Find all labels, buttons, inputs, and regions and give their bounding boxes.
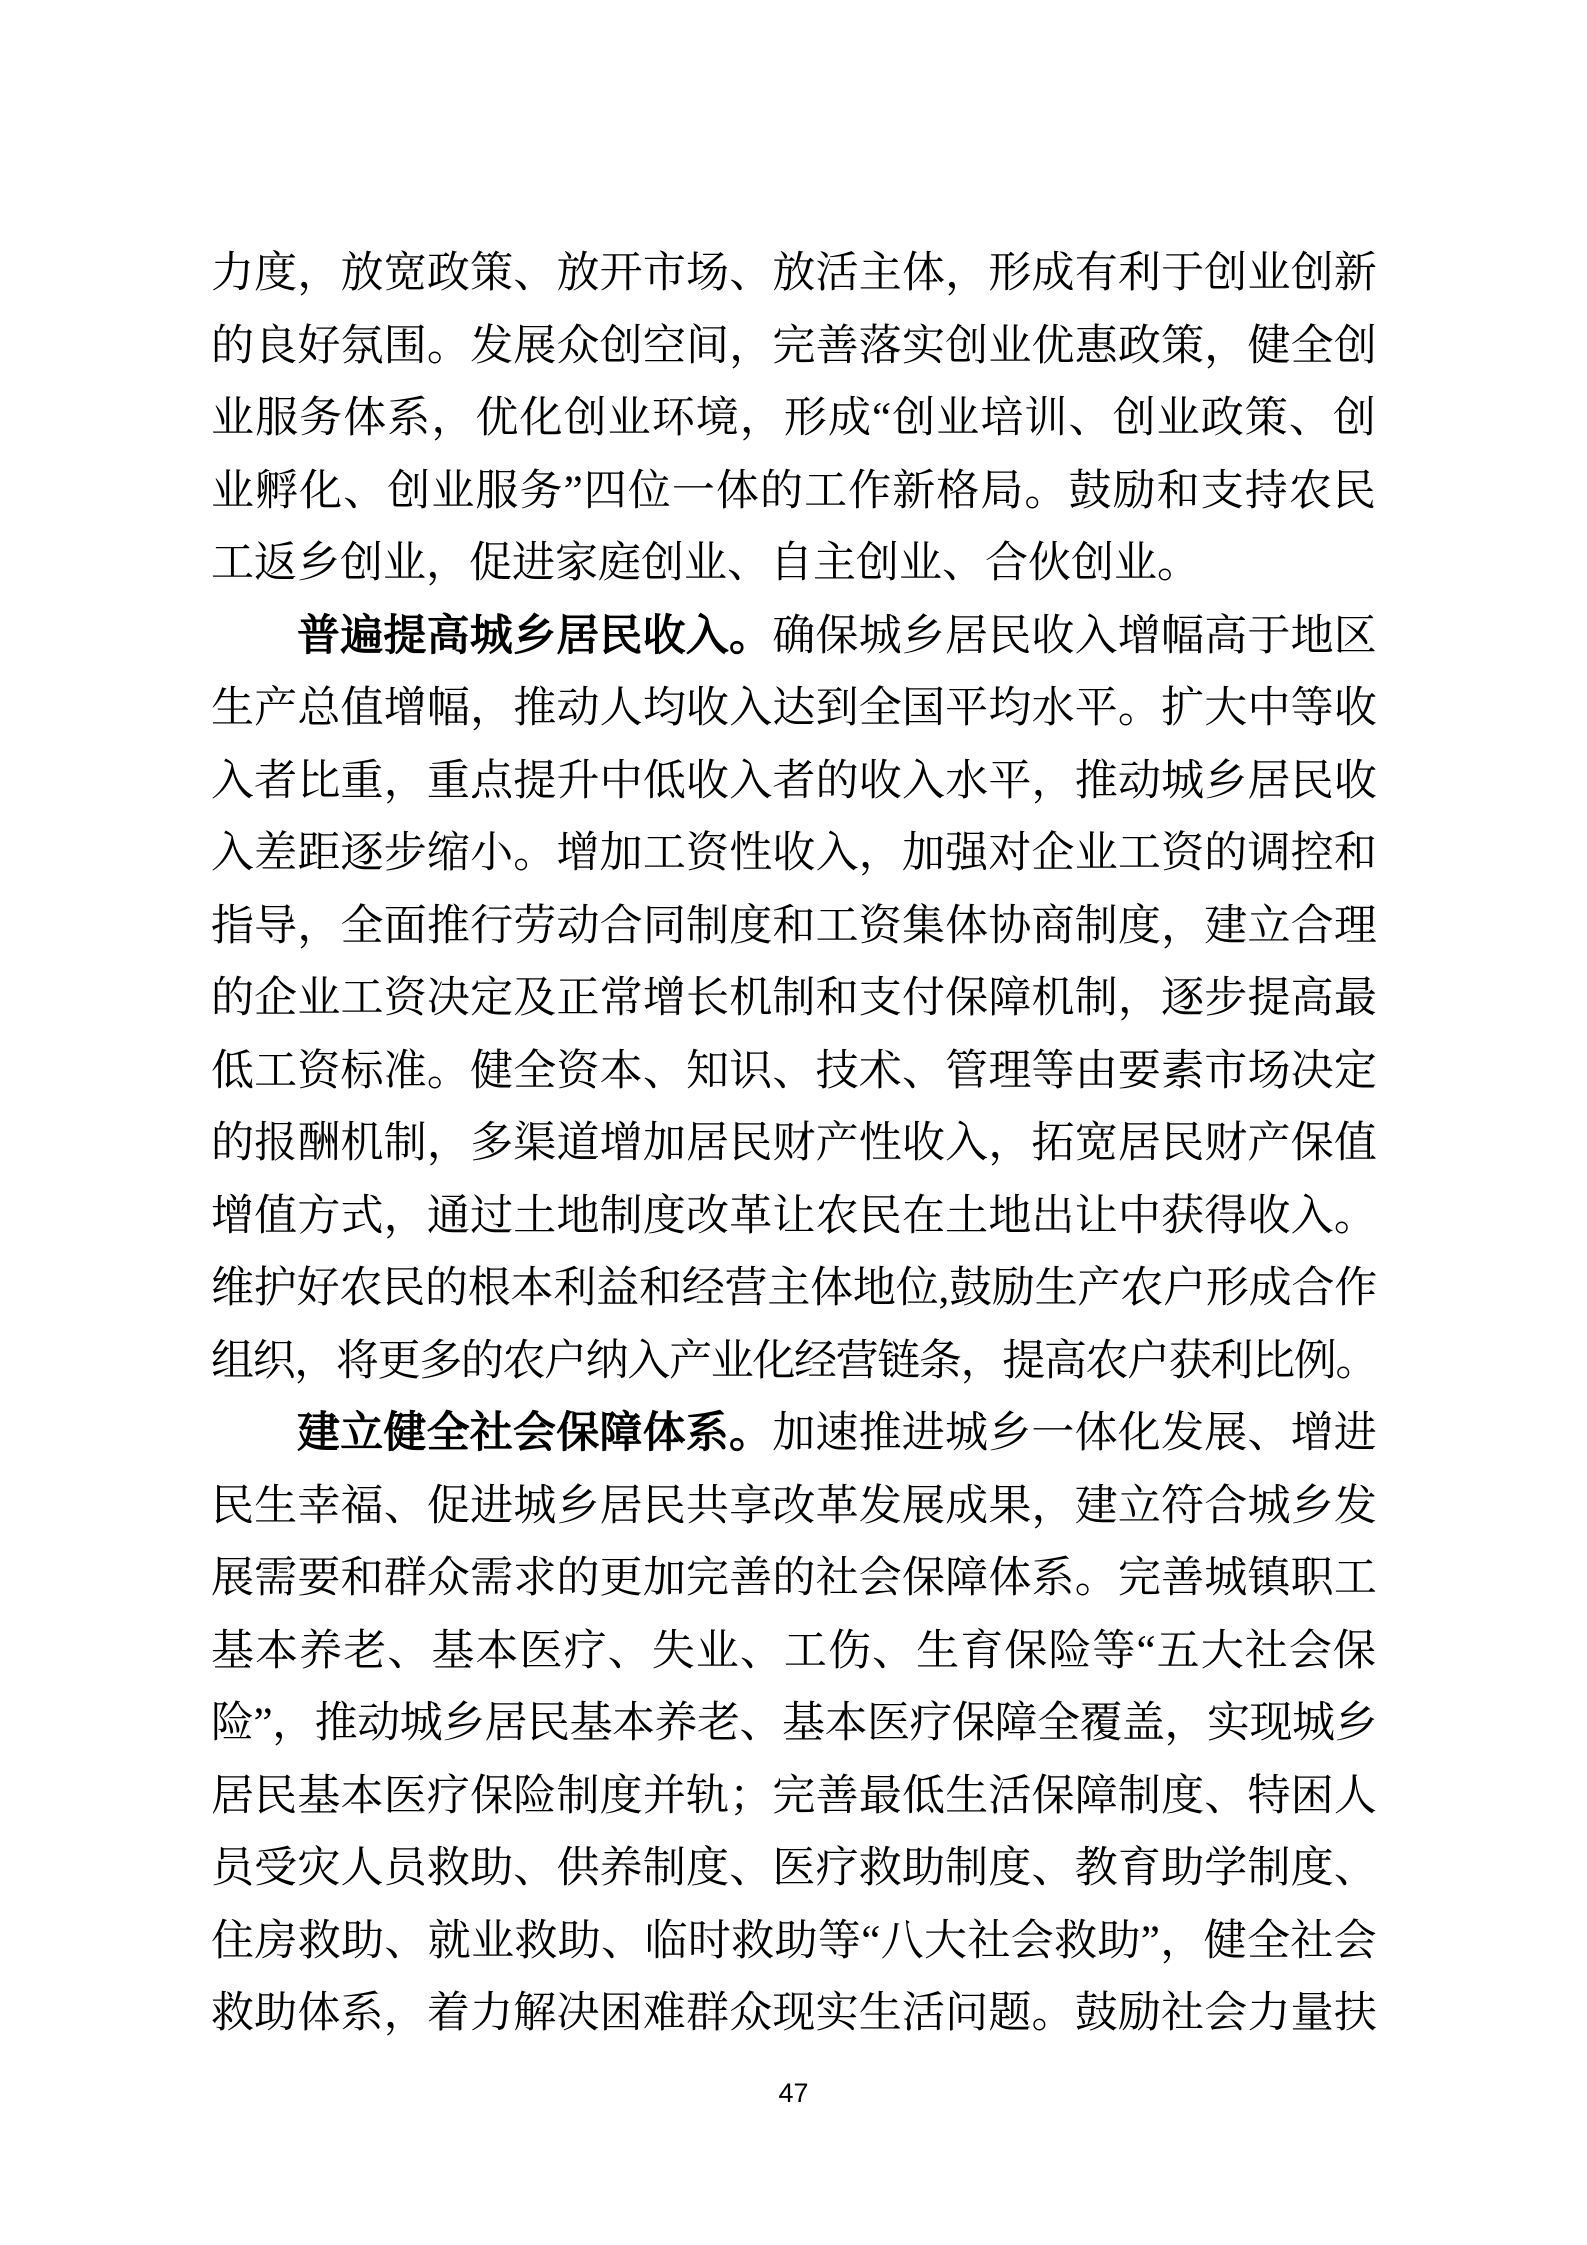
text-line-content [211, 383, 1377, 456]
text-line [211, 456, 1377, 529]
text-line [211, 1688, 1377, 1761]
paragraph-text: 低工资标准。健全资本、知识、技术、管理等由要素市场决定 [211, 1047, 1377, 1095]
paragraph-lead-bold: 建立健全社会保障体系。 [297, 1410, 773, 1457]
paragraph-text: 员受灾人员救助、供养制度、医疗救助制度、教育助学制度、 [211, 1845, 1377, 1892]
paragraph-text: 救助体系，着力解决困难群众现实生活问题。鼓励社会力量扶 [211, 1990, 1377, 2037]
text-line [211, 383, 1377, 456]
text-line [211, 673, 1377, 746]
text-line-content [211, 1906, 1377, 1979]
text-line [211, 1036, 1377, 1109]
paragraph-text: 基本养老、基本医疗、失业、工伤、生育保险等“五大社会保 [211, 1627, 1377, 1675]
text-line [211, 746, 1377, 819]
paragraph-text: 民生幸福、促进城乡居民共享改革发展成果，建立符合城乡发 [211, 1482, 1377, 1530]
paragraph-text: 确保城乡居民收入增幅高于地区 [772, 612, 1378, 660]
paragraph-text: 入差距逐步缩小。增加工资性收入，加强对企业工资的调控和 [211, 830, 1377, 877]
text-line [211, 1833, 1377, 1906]
text-line-content [211, 528, 1200, 601]
paragraph-text: 力度，放宽政策、放开市场、放活主体，形成有利于创业创新 [211, 250, 1377, 297]
text-line [211, 1978, 1377, 2051]
text-line-content [211, 1616, 1377, 1689]
text-line-content [297, 1398, 1377, 1471]
text-line [211, 891, 1377, 964]
text-line [211, 1761, 1377, 1834]
text-line [211, 818, 1377, 891]
paragraph-text: 业服务体系，优化创业环境，形成“创业培训、创业政策、创 [211, 395, 1377, 442]
text-line [211, 238, 1377, 311]
text-line-content [211, 1181, 1377, 1254]
paragraph-text: 入者比重，重点提升中低收入者的收入水平，推动城乡居民收 [211, 757, 1377, 805]
text-line-content [211, 1108, 1377, 1181]
text-line-content [297, 601, 1377, 674]
paragraph-text: 的报酬机制，多渠道增加居民财产性收入，拓宽居民财产保值 [211, 1120, 1377, 1167]
text-line [211, 1398, 1377, 1471]
text-line [211, 1543, 1377, 1616]
text-line [211, 528, 1377, 601]
text-line-content [211, 746, 1377, 819]
text-line [211, 1326, 1377, 1399]
text-line [211, 1108, 1377, 1181]
paragraph-text: 险”，推动城乡居民基本养老、基本医疗保障全覆盖，实现城乡 [211, 1700, 1377, 1747]
text-line [211, 1616, 1377, 1689]
text-line-content [211, 456, 1377, 529]
paragraph-text: 维护好农民的根本利益和经营主体地位,鼓励生产农户形成合作 [211, 1265, 1377, 1312]
text-line [211, 1906, 1377, 1979]
text-line [211, 1181, 1377, 1254]
paragraph-text: 指导，全面推行劳动合同制度和工资集体协商制度，建立合理 [211, 902, 1377, 950]
text-line-content [211, 1253, 1377, 1326]
paragraph-text: 住房救助、就业救助、临时救助等“八大社会救助”，健全社会 [211, 1917, 1377, 1965]
text-line-content [211, 963, 1377, 1036]
text-line-content [211, 1471, 1377, 1544]
text-line-content [211, 1761, 1377, 1834]
paragraph-text: 的良好氛围。发展众创空间，完善落实创业优惠政策，健全创 [211, 322, 1377, 370]
page-number: 47 [778, 2078, 809, 2108]
text-line-content [211, 238, 1377, 311]
paragraph-text: 生产总值增幅，推动人均收入达到全国平均水平。扩大中等收 [211, 685, 1377, 732]
text-line-content [211, 673, 1377, 746]
text-line-content [211, 1833, 1377, 1906]
paragraph-text: 增值方式，通过土地制度改革让农民在土地出让中获得收入。 [211, 1192, 1377, 1240]
paragraph-text: 的企业工资决定及正常增长机制和支付保障机制，逐步提高最 [211, 975, 1377, 1022]
text-line [211, 311, 1377, 384]
paragraph-text: 居民基本医疗保险制度并轨；完善最低生活保障制度、特困人 [211, 1772, 1377, 1820]
text-line-content [211, 1543, 1377, 1616]
text-line-content [211, 891, 1377, 964]
text-line-content [211, 1326, 1377, 1399]
paragraph-text: 工返乡创业，促进家庭创业、自主创业、合伙创业。 [211, 540, 1200, 587]
text-line-content [211, 1036, 1377, 1109]
text-line [211, 963, 1377, 1036]
paragraph-text: 组织，将更多的农户纳入产业化经营链条，提高农户获利比例。 [211, 1337, 1377, 1385]
text-line [211, 601, 1377, 674]
text-line-content [211, 1978, 1377, 2051]
paragraph-lead-bold: 普遍提高城乡居民收入。 [297, 612, 773, 660]
paragraph-text: 业孵化、创业服务”四位一体的工作新格局。鼓励和支持农民 [211, 467, 1377, 515]
text-line [211, 1253, 1377, 1326]
text-line [211, 1471, 1377, 1544]
paragraph-text: 展需要和群众需求的更加完善的社会保障体系。完善城镇职工 [211, 1555, 1377, 1602]
text-line-content [211, 311, 1377, 384]
text-block [211, 238, 1377, 2051]
text-line-content [211, 818, 1377, 891]
paragraph-text: 加速推进城乡一体化发展、增进 [772, 1410, 1378, 1457]
text-line-content [211, 1688, 1377, 1761]
